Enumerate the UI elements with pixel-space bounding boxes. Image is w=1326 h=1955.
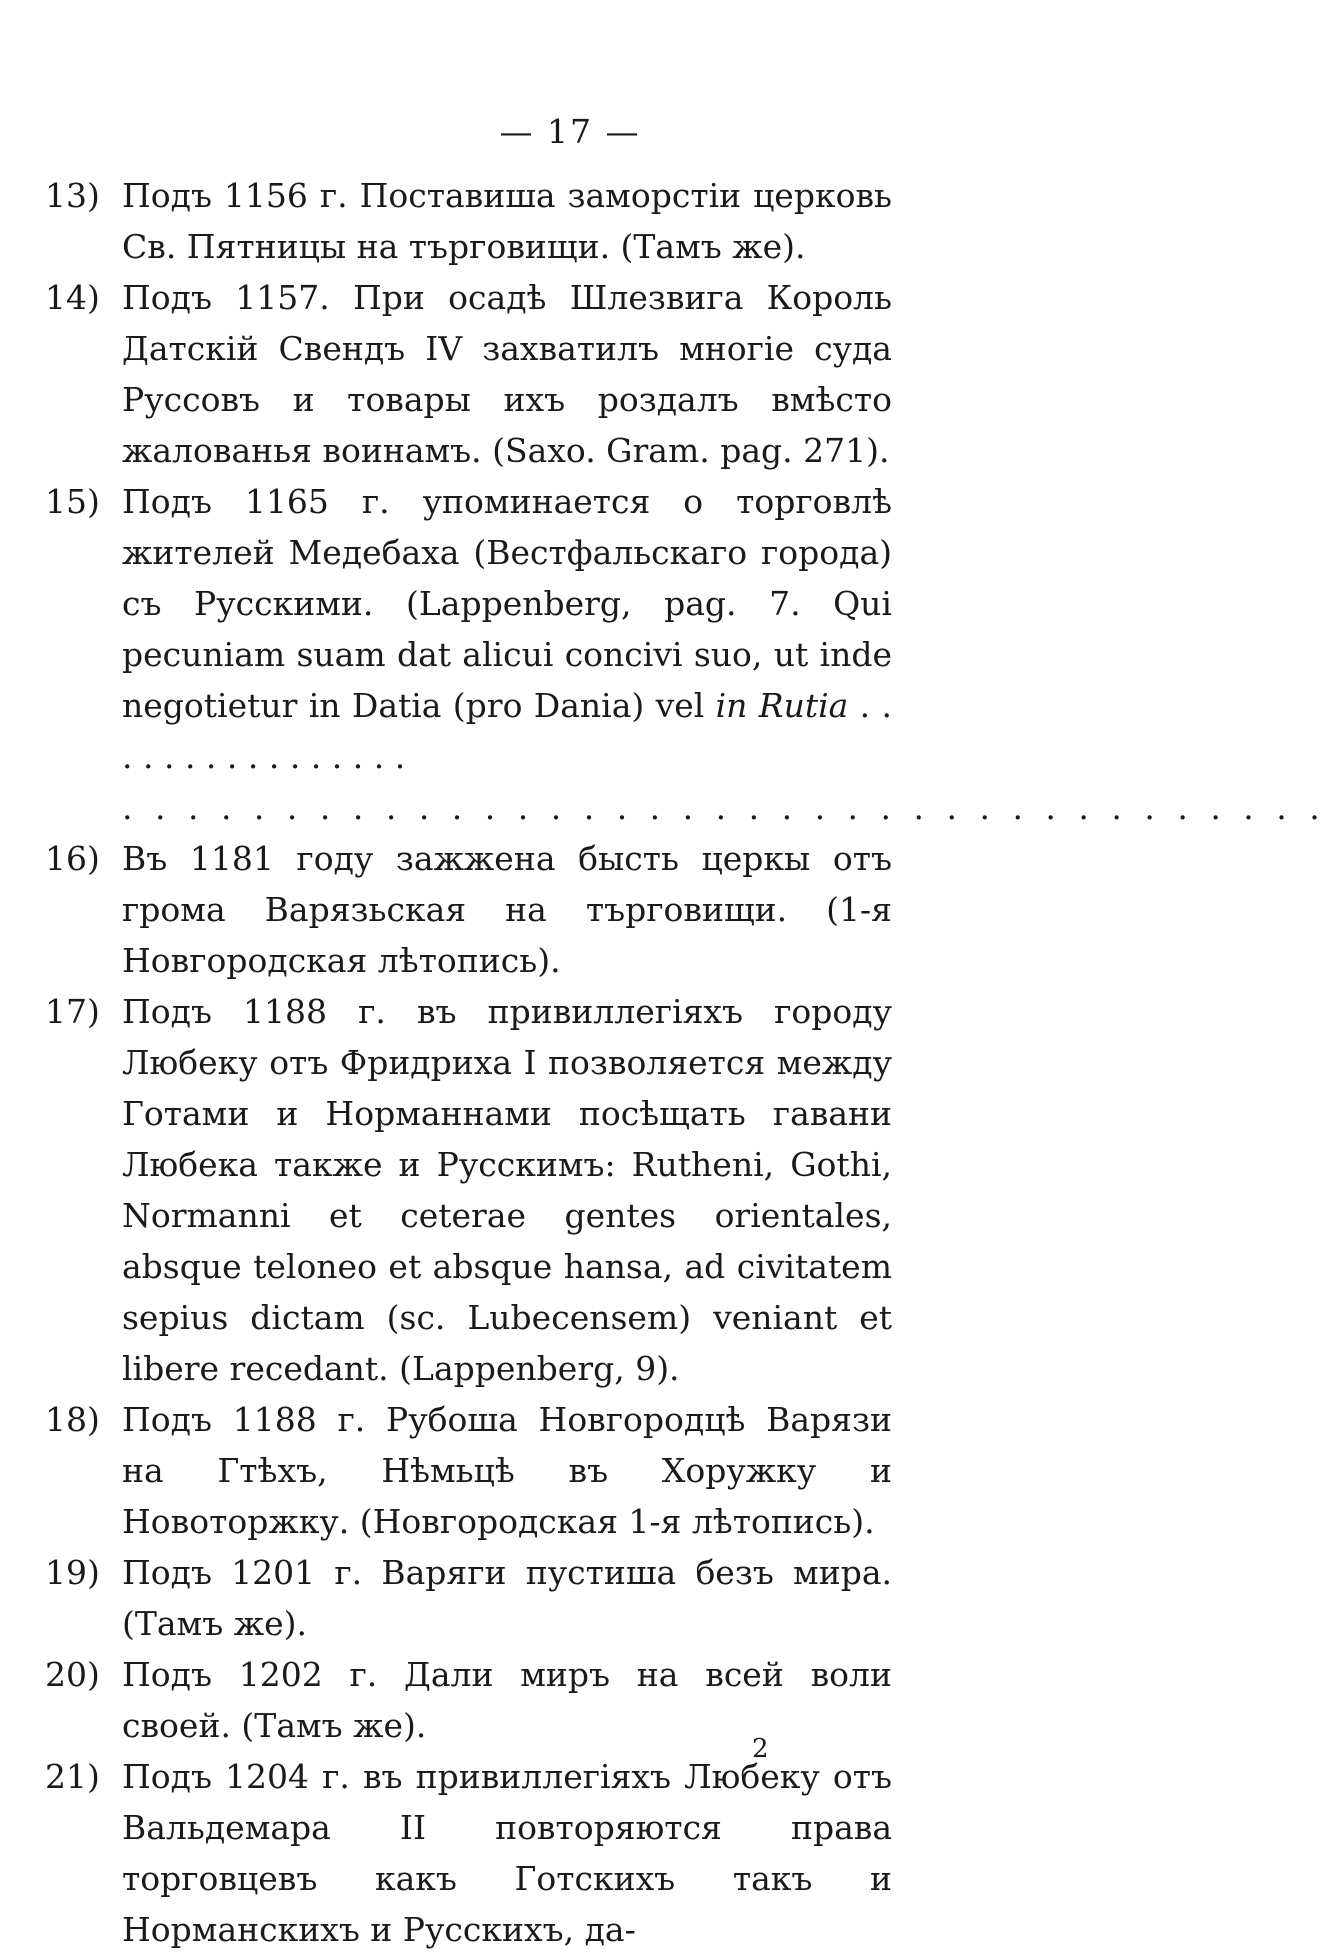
entry-number: 19) [45, 1553, 100, 1592]
entry-15 [0, 476, 892, 782]
entry-18 [0, 1394, 892, 1547]
entry-text: Подъ 1156 г. Поставиша заморстіи церковь Св. Пятницы на търговищи. (Тамъ же). [122, 176, 892, 266]
entry-text: Подъ 1157. При осадѣ Шлезвига Король Датскій Свендъ IV захватилъ многіе суда Руссовъ и товары ихъ роздалъ вмѣсто жалованья воинамъ. (Saxo. Gram. pag. 271). [122, 278, 892, 470]
entry-text: Подъ 1165 г. упоминается о торговлѣ жителей Медебаха (Вестфальскаго города) съ Русскими. (Lappenberg, pag. 7. Qui pecuniam suam dat alicui concivi suo, ut inde negotietur in Datia (pro Dania) vel [122, 482, 892, 725]
entry-italic: in Rutia [715, 686, 849, 725]
entry-21 [0, 1751, 892, 1955]
entry-19 [0, 1547, 892, 1649]
entry-number: 20) [45, 1655, 100, 1694]
entry-number: 17) [45, 992, 100, 1031]
signature-mark: 2 [752, 1734, 769, 1764]
entry-14 [0, 272, 892, 476]
entry-number: 18) [45, 1400, 100, 1439]
ellipsis-line: . . . . . . . . . . . . . . . . . . . . . . . . . . . . . . . . . . . . . [122, 788, 1326, 827]
entry-text: Въ 1181 году зажжена бысть церкы отъ грома Варязьская на търговищи. (1-я Новгородская лѣтопись). [122, 839, 892, 980]
entry-number: 16) [45, 839, 100, 878]
entry-16 [0, 833, 892, 986]
page-number: — 17 — [499, 112, 641, 151]
entry-number: 13) [45, 176, 100, 215]
entry-17 [0, 986, 892, 1394]
entry-text: Подъ 1201 г. Варяги пустиша безъ мира. (Тамъ же). [122, 1553, 892, 1643]
entry-number: 14) [45, 278, 100, 317]
entry-text: Подъ 1188 г. въ привиллегіяхъ городу Любеку отъ Фридриха I позволяется между Готами и Норманнами посѣщать гавани Любека также и Русскимъ: Ruthеni, Gothi, Normanni et ceterae gentes orientales, absque teloneo et absque hansa, ad civitatem sepius dictam (sc. Lubecensem) veniant et libere recedant. (Lappenberg, 9). [122, 992, 892, 1388]
entry-13 [0, 170, 892, 272]
entry-number: 15) [45, 482, 100, 521]
entry-text: Подъ 1204 г. въ привиллегіяхъ Любеку отъ Вальдемара II повторяются права торговцевъ какъ Готскихъ такъ и Норманскихъ и Русскихъ, да- [122, 1757, 892, 1949]
entry-text: Подъ 1202 г. Дали миръ на всей воли своей. (Тамъ же). [122, 1655, 892, 1745]
entry-text: Подъ 1188 г. Рубоша Новгородцѣ Варязи на Гтѣхъ, Нѣмьцѣ въ Хоружку и Новоторжку. (Новгородская 1-я лѣтопись). [122, 1400, 892, 1541]
entry-dots-inline: . . . . . . . . . . . . . . . . [122, 686, 892, 776]
entries-list [0, 170, 1326, 1955]
entry-number: 21) [45, 1757, 100, 1796]
